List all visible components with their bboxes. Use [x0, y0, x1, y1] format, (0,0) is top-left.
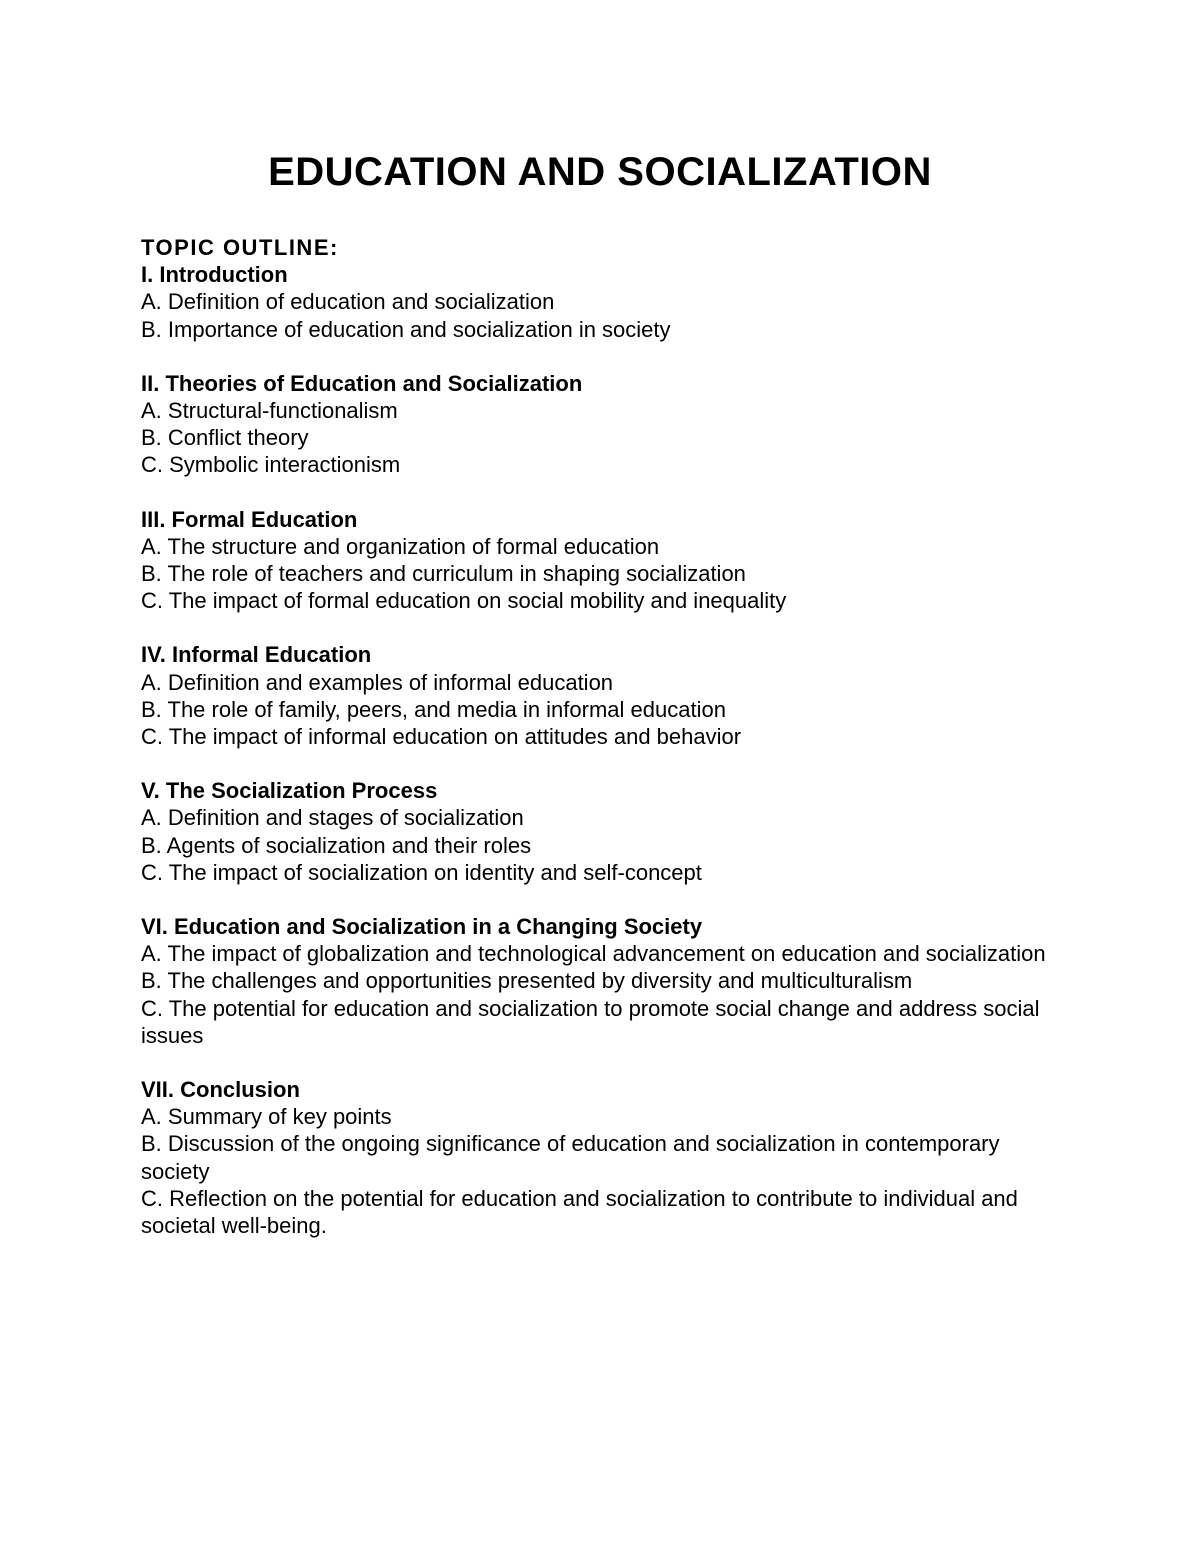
outline-item: A. Definition and stages of socialization: [141, 805, 524, 831]
section-conclusion: [141, 1076, 1051, 1239]
outline-item: A. Definition and examples of informal education: [141, 669, 614, 695]
outline-item: A. Definition of education and socialization: [141, 289, 555, 315]
section-heading: V. The Socialization Process: [141, 778, 438, 804]
section-heading: IV. Informal Education: [141, 642, 372, 668]
outline-item: B. The role of family, peers, and media in informal education: [141, 696, 726, 722]
topic-outline: [141, 234, 1051, 1266]
section-heading: III. Formal Education: [141, 506, 358, 532]
outline-item: A. The impact of globalization and technological advancement on education and socialization: [141, 941, 1046, 967]
outline-item: A. Summary of key points: [141, 1104, 392, 1130]
section-heading: I. Introduction: [141, 262, 288, 288]
outline-item: C. The impact of formal education on social mobility and inequality: [141, 588, 787, 614]
outline-item: B. The role of teachers and curriculum in shaping socialization: [141, 561, 746, 587]
section-formal-education: [141, 506, 1051, 615]
outline-item: B. The challenges and opportunities presented by diversity and multiculturalism: [141, 968, 913, 994]
outline-item: C. The potential for education and socialization to promote social change and address social issues: [141, 995, 1040, 1048]
section-heading: VII. Conclusion: [141, 1077, 300, 1103]
outline-item: B. Discussion of the ongoing significance of education and socialization in contemporary society: [141, 1131, 1000, 1184]
section-theories: [141, 370, 1051, 479]
outline-item: A. Structural-functionalism: [141, 398, 398, 424]
section-heading: II. Theories of Education and Socialization: [141, 370, 583, 396]
section-socialization-process: [141, 777, 1051, 886]
outline-item: C. Reflection on the potential for education and socialization to contribute to individual and societal well-being.: [141, 1185, 1018, 1239]
outline-item: C. The impact of informal education on attitudes and behavior: [141, 724, 742, 750]
outline-item: B. Importance of education and socialization in society: [141, 316, 671, 342]
outline-item: C. Symbolic interactionism: [141, 452, 401, 478]
outline-label: TOPIC OUTLINE:: [141, 235, 339, 260]
outline-item: C. The impact of socialization on identity and self-concept: [141, 859, 702, 885]
section-heading: VI. Education and Socialization in a Changing Society: [141, 914, 703, 940]
section-informal-education: [141, 641, 1051, 750]
outline-item: A. The structure and organization of formal education: [141, 533, 660, 559]
section-changing-society: [141, 913, 1051, 1049]
document-title: EDUCATION AND SOCIALIZATION: [268, 150, 932, 194]
outline-item: B. Conflict theory: [141, 425, 309, 451]
section-introduction: [141, 261, 1051, 343]
outline-item: B. Agents of socialization and their roles: [141, 832, 532, 858]
